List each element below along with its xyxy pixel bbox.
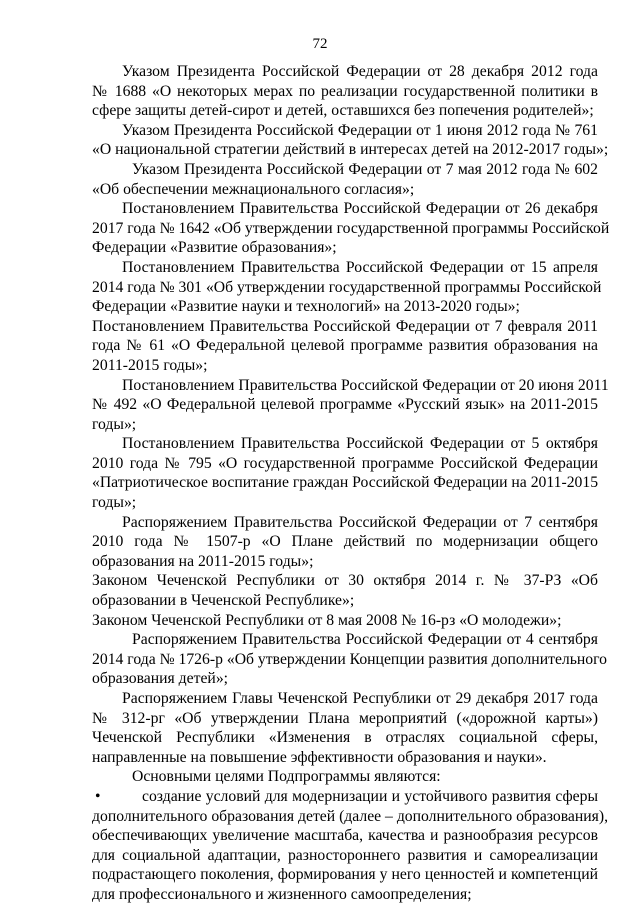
text-line: Указом Президента Российской Федерации от 1 июня 2012 года № 761	[122, 121, 598, 139]
text-line: направленные на повышение эффективности образования и науки».	[92, 748, 547, 766]
text-line: Указом Президента Российской Федерации от 28 декабря 2012 года	[122, 63, 598, 80]
text-line: Указом Президента Российской Федерации от 7 мая 2012 года № 602	[132, 160, 598, 178]
text-line: № 492 «О Федеральной целевой программе «Русский язык» на 2011-2015	[92, 396, 598, 414]
text-line: дополнительного образования детей (далее – дополнительного образования),	[92, 807, 609, 825]
paragraph	[92, 199, 610, 258]
bullet-marker: •	[95, 787, 101, 805]
text-line: «О национальной стратегии действий в интересах детей на 2012-2017 годы»;	[92, 141, 609, 159]
text-line: годы»;	[92, 494, 137, 512]
text-line: № 312-рг «Об утверждении Плана мероприятий («дорожной карты»)	[92, 709, 598, 727]
text-line: 2011-2015 годы»;	[92, 356, 208, 374]
text-line: Основными целями Подпрограммы являются:	[132, 768, 441, 786]
document-body	[92, 62, 610, 905]
text-line: Законом Чеченской Республики от 8 мая 2008 № 16-рз «О молодежи»;	[92, 611, 562, 629]
text-line: Распоряжением Правительства Российской Федерации от 7 сентября	[122, 513, 598, 531]
text-line: Распоряжением Правительства Российской Федерации от 4 сентября	[132, 631, 598, 649]
text-line: «Патриотическое воспитание граждан Российской Федерации на 2011-2015	[92, 474, 599, 492]
text-line: Федерации «Развитие образования»;	[92, 239, 337, 257]
text-line: Чеченской Республики «Изменения в отраслях социальной сферы,	[92, 729, 598, 747]
text-line: Постановлением Правительства Российской Федерации от 15 апреля	[122, 258, 598, 276]
paragraph	[92, 767, 598, 787]
text-line: Законом Чеченской Республики от 30 октября 2014 г. № 37-РЗ «Об	[92, 572, 598, 590]
text-line: Федерации «Развитие науки и технологий» на 2013-2020 годы»;	[92, 298, 520, 316]
paragraph	[92, 571, 598, 610]
paragraph	[92, 317, 598, 376]
text-line: Распоряжением Главы Чеченской Республики от 29 декабря 2017 года	[122, 690, 598, 707]
page-number: 72	[312, 36, 328, 52]
text-line: образования детей»;	[92, 670, 229, 688]
paragraph	[92, 62, 598, 121]
text-line: для социальной адаптации, разностороннего развития и самореализации	[92, 846, 598, 864]
text-line: создание условий для модернизации и устойчивого развития сферы	[142, 787, 598, 805]
bullet-item	[92, 787, 609, 905]
text-line: года № 61 «О Федеральной целевой программе развития образования на	[92, 337, 598, 355]
paragraph	[92, 160, 598, 199]
text-line: сфере защиты детей-сирот и детей, оставшихся без попечения родителей»;	[92, 102, 594, 120]
text-line: 2010 года № 1507-р «О Плане действий по модернизации общего	[92, 533, 598, 551]
paragraph	[92, 689, 598, 767]
text-line: обеспечивающих увеличение масштаба, качества и разнообразия ресурсов	[92, 827, 598, 845]
text-line: 2017 года № 1642 «Об утверждении государственной программы Российской	[92, 219, 610, 237]
text-line: «Об обеспечении межнационального согласия»;	[92, 180, 415, 198]
text-line: 2010 года № 795 «О государственной программе Российской Федерации	[92, 454, 598, 472]
text-line: Постановлением Правительства Российской Федерации от 7 февраля 2011	[92, 317, 598, 335]
text-line: для профессионального и жизненного самоопределения;	[92, 885, 472, 903]
text-line: 2014 года № 1726-р «Об утверждении Концепции развития дополнительного	[92, 650, 608, 668]
text-line: подрастающего поколения, формирования у него ценностей и компетенций	[92, 866, 598, 884]
text-line: образования на 2011-2015 годы»;	[92, 552, 314, 570]
text-line: Постановлением Правительства Российской Федерации от 20 июня 2011	[122, 376, 609, 394]
text-line: Постановлением Правительства Российской Федерации от 26 декабря	[122, 200, 598, 218]
paragraph	[92, 513, 598, 572]
text-line: 2014 года № 301 «Об утверждении государственной программы Российской	[92, 278, 602, 296]
paragraph	[92, 630, 608, 689]
text-line: Постановлением Правительства Российской Федерации от 5 октября	[122, 435, 598, 453]
paragraph	[92, 376, 609, 435]
text-line: № 1688 «О некоторых мерах по реализации государственной политики в	[92, 82, 598, 100]
text-line: образовании в Чеченской Республике»;	[92, 592, 355, 610]
paragraph	[92, 611, 598, 631]
paragraph	[92, 121, 609, 160]
paragraph	[92, 258, 602, 317]
paragraph	[92, 434, 598, 512]
text-line: годы»;	[92, 415, 137, 433]
